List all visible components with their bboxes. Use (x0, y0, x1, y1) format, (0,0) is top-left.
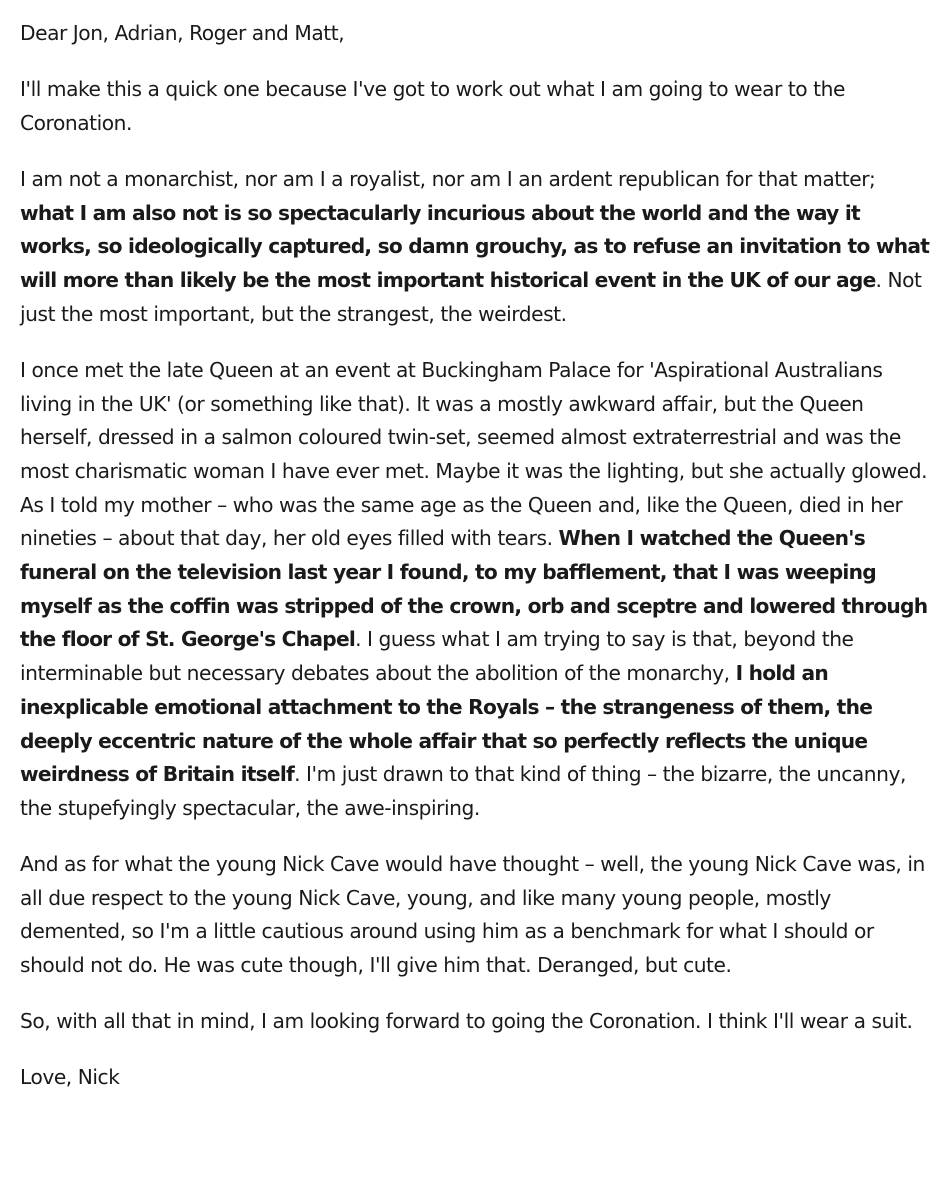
paragraph-text: I once met the late Queen at an event at Buckingham Palace for 'Aspirational Australians living in the UK' (or something like that). It was a mostly awkward affair, but the Queen herself, dressed in a salmon coloured twin-set, seemed almost extraterrestrial and was the most charismatic woman I have ever met. Maybe it was the lighting, but she actually glowed. As I told my mother – who was the same age as the Queen and, like the Queen, died in her nineties – about that day, her old eyes filled with tears. (20, 357, 928, 551)
emphasized-text: I hold an inexplicable emotional attachment to the Royals – the strangeness of them, the deeply eccentric nature of the whole affair that so perfectly reflects the unique weirdness of Britain itself (20, 661, 873, 787)
paragraph-text: I am not a monarchist, nor am I a royalist, nor am I an ardent republican for that matter; (20, 166, 876, 191)
paragraph-met-queen (20, 354, 932, 826)
paragraph-text: . Not just the most important, but the strangest, the weirdest. (20, 268, 922, 326)
signoff: Love, Nick (20, 1065, 120, 1090)
paragraph-text: . I'm just drawn to that kind of thing – the bizarre, the uncanny, the stupefyingly spectacular, the awe-inspiring. (20, 762, 906, 820)
paragraph-wear-a-suit: So, with all that in mind, I am looking forward to going the Coronation. I think I'll wear a suit. (20, 1009, 913, 1034)
emphasized-text: When I watched the Queen's funeral on the television last year I found, to my bafflement, that I was weeping myself as the coffin was stripped of the crown, orb and sceptre and lowered through the floor of St. George's Chapel (20, 526, 928, 652)
emphasized-text: what I am also not is so spectacularly incurious about the world and the way it works, so ideologically captured, so damn grouchy, as to refuse an invitation to what will more than likely be the most important historical event in the UK of our age (20, 200, 930, 292)
paragraph-coronation-intro: I'll make this a quick one because I've got to work out what I am going to wear to the Coronation. (20, 77, 845, 135)
salutation: Dear Jon, Adrian, Roger and Matt, (20, 21, 345, 45)
paragraph-young-nick-cave: And as for what the young Nick Cave would have thought – well, the young Nick Cave was, in all due respect to the young Nick Cave, young, and like many young people, mostly demented, so I'm a little cautious around using him as a benchmark for what I should or should not do. He was cute though, I'll give him that. Deranged, but cute. (20, 852, 925, 978)
paragraph-not-monarchist (20, 163, 932, 332)
paragraph-text: . I guess what I am trying to say is that, beyond the interminable but necessary debates about the abolition of the monarchy, (20, 627, 854, 686)
